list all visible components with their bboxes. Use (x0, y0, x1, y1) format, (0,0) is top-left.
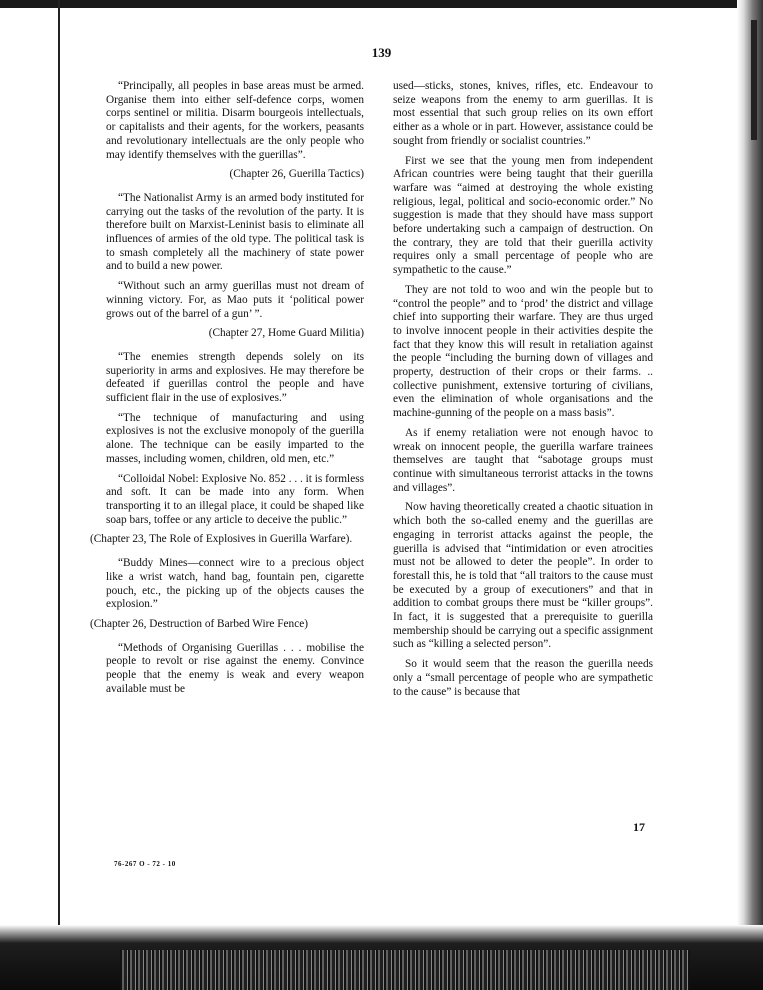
folio-number: 17 (633, 820, 645, 834)
paragraph-continued: used—sticks, stones, knives, rifles, etc. Endeavour to seize weapons from the enemy to arm guerillas. It is most essential that such group relies on its own effort either as a whole or in part. However, assistance could be sought from friendly or socialist countries.” (393, 80, 653, 147)
paragraph: “Without such an army guerillas must not dream of winning victory. For, as Mao puts it ‘political power grows out of the barrel of a gun’ ”. (106, 280, 364, 320)
paragraph: “Principally, all peoples in base areas must be armed. Organise them into either self-defence corps, women corps sentinel or militia. Disarm bourgeois intellectuals, or capitalists and their agents, for the workers, peasants and revolutionary intellectuals are the only people who may identify themselves with the guerillas”. (106, 80, 364, 161)
left-column (90, 80, 364, 702)
scan-shadow-right-mark (751, 20, 757, 140)
paragraph: “The Nationalist Army is an armed body instituted for carrying out the tasks of the revolution of the party. It is therefore built on Marxist-Leninist basis to eliminate all influences of armies of the old type. The political task is to smash completely all the machinery of state power and to build a new power. (106, 191, 364, 273)
chapter-citation: (Chapter 26, Guerilla Tactics) (229, 168, 364, 181)
chapter-citation: (Chapter 26, Destruction of Barbed Wire Fence) (90, 617, 308, 630)
paragraph: So it would seem that the reason the guerilla needs only a “small percentage of people who are sympathetic to the cause” is because that (393, 658, 653, 698)
paragraph: They are not told to woo and win the people but to “control the people” and to ‘prod’ the district and village chief into supporting their warfare. They are thus urged to involve innocent people in their activities despite the fact that they know this will result in retaliation against the people “including the burning down of villages and property, destruction of their crops or their farms. .. collective punishment, extensive torturing of civilians, even the elimination of whole organisations and the machine-gunning of the people on a mass basis”. (393, 283, 653, 420)
paragraph: “Methods of Organising Guerillas . . . mobilise the people to revolt or rise against the enemy. Convince people that the enemy is weak and every weapon available must be (106, 641, 364, 695)
paragraph: “The technique of manufacturing and using explosives is not the exclusive monopoly of the guerilla alone. The technique can be easily imparted to the masses, including women, children, old men, etc.” (106, 411, 364, 465)
scan-shadow-right (737, 0, 763, 990)
right-column (393, 80, 653, 705)
paragraph: Now having theoretically created a chaotic situation in which both the so-called enemy and the guerillas are engaging in terrorist attacks against the people, the guerilla is advised that “intimidation or even atrocities must not be allowed to deter the people”. In order to forestall this, he is told that “all traitors to the cause must be executed by a group of executioners” and that in addition to combat groups there must be “killer groups”. In fact, it is suggested that a prerequisite to guerilla membership should be carrying out a specific assignment such as “killing a selected person”. (393, 501, 653, 651)
paragraph: First we see that the young men from independent African countries were being taught that their guerilla warfare was “aimed at destroying the whole existing religious, legal, political and socio-economic order.” No suggestion is made that they should have mass support before undertaking such a campaign of destruction. On the contrary, they are told that their guerilla activity requires only a small percentage of people who are sympathetic to the cause.” (393, 154, 653, 277)
paragraph: As if enemy retaliation were not enough havoc to wreak on innocent people, the guerilla warfare trainees themselves are taught that “sabotage groups must continue with simultaneous terrorist attacks in the towns and villages”. (393, 426, 653, 494)
scan-binding-edge (58, 0, 60, 930)
scan-noise-bottom (120, 950, 690, 990)
paragraph: “Buddy Mines—connect wire to a precious object like a wrist watch, hand bag, fountain pen, cigarette pouch, etc., the picking up of the objects causes the explosion.” (106, 557, 364, 611)
page-number: 139 (371, 45, 392, 60)
chapter-citation: (Chapter 27, Home Guard Militia) (208, 327, 364, 340)
printing-office-code: 76-267 O - 72 - 10 (114, 860, 176, 868)
paragraph: “Colloidal Nobel: Explosive No. 852 . . . it is formless and soft. It can be made into any form. When transporting it to an illegal place, it could be shaped like soap bars, toffee or any article to deceive the public.” (106, 472, 364, 526)
chapter-citation: (Chapter 23, The Role of Explosives in Guerilla Warfare). (90, 533, 353, 546)
paragraph: “The enemies strength depends solely on its superiority in arms and explosives. He may therefore be defeated if guerillas control the people and have sufficient flair in the use of explosives.” (106, 350, 364, 405)
scan-border-top (0, 0, 763, 8)
